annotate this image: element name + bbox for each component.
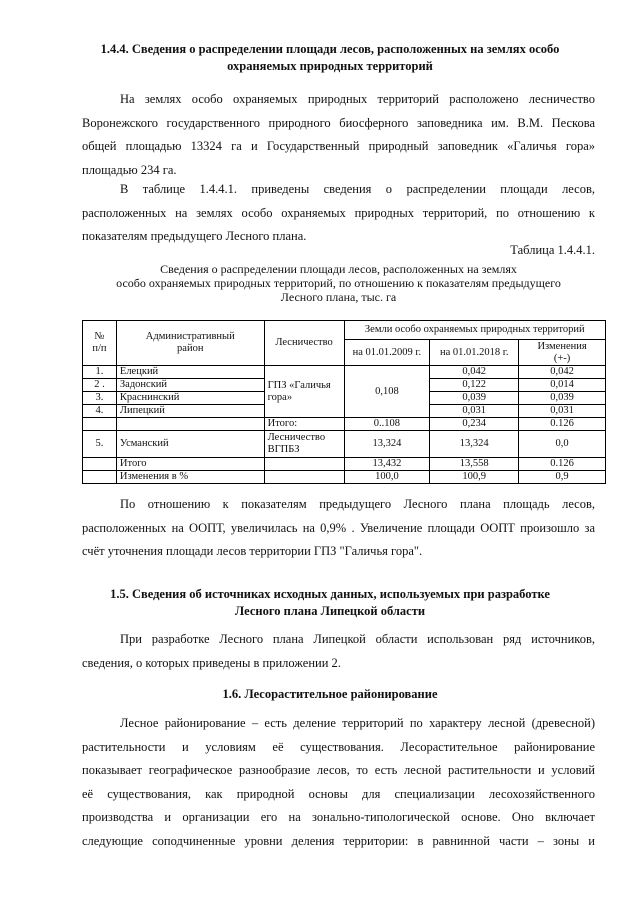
cell-2018: 100,9	[430, 471, 519, 484]
text-line: показывает географическое разнообразие лесов, то есть лесной растительности и условий	[82, 763, 595, 777]
text-line: Лесное районирование – есть деление территорий по характеру лесной (древесной)	[120, 716, 595, 730]
cell-text: гора»	[267, 391, 293, 403]
cell-2009: 100,0	[344, 471, 430, 484]
cell-2009-gpz: 0,108	[344, 366, 430, 418]
section-15-paragraph	[82, 628, 595, 675]
section-16-paragraph	[82, 712, 595, 853]
text-line: растительности и условиям её существования. Лесорастительное районирование	[82, 739, 595, 754]
cell-district: Елецкий	[116, 366, 264, 379]
section-144-paragraph-1	[82, 88, 595, 182]
text-line: её существования, как природной основы для специализации лесохозяйственного	[82, 786, 595, 801]
forest-area-table	[82, 320, 606, 484]
cell-text: ГПЗ «Галичья	[267, 379, 331, 391]
cell-empty	[83, 471, 117, 484]
header-change	[519, 340, 606, 366]
heading-line: охраняемых природных территорий	[227, 59, 433, 73]
cell-change: 0,0	[519, 431, 606, 458]
text-line: Воронежского государственного природного биосферного заповедника им. В.М. Пескова	[82, 115, 595, 130]
text-line: показателям предыдущего Лесного плана.	[82, 229, 307, 243]
text-line: расположенных на ООПТ, увеличилась на 0,9% . Увеличение площади ООПТ произошло за	[82, 520, 595, 535]
cell-district: Усманский	[116, 431, 264, 458]
header-lands-group: Земли особо охраняемых природных территорий	[344, 321, 605, 340]
table-row	[83, 431, 606, 458]
text-line: производства и организации его на зонально-типологической основе. Оно включает	[82, 810, 595, 824]
cell-subtotal-label: Итого:	[264, 418, 344, 431]
header-district	[116, 321, 264, 366]
cell-forestry	[264, 431, 344, 458]
table-number: Таблица 1.4.4.1.	[510, 243, 595, 257]
cell-empty	[83, 418, 117, 431]
cell-change: 0,014	[519, 379, 606, 392]
cell-2018: 0,122	[430, 379, 519, 392]
cell-percent-label: Изменения в %	[116, 471, 264, 484]
text-line: расположенных на землях особо охраняемых природных территорий, по отношению к	[82, 205, 595, 220]
cell-change: 0,042	[519, 366, 606, 379]
cell-empty	[264, 471, 344, 484]
cell-text: Лесничество	[267, 432, 326, 443]
cell-num: 2 .	[83, 379, 117, 392]
cell-2009: 13,324	[344, 431, 430, 458]
cell-text: ВГПБЗ	[267, 444, 300, 455]
cell-2009: 13,432	[344, 458, 430, 471]
caption-line: Сведения о распределении площади лесов, расположенных на землях	[160, 262, 517, 276]
heading-line: Лесного плана Липецкой области	[234, 604, 426, 618]
table-caption	[82, 262, 595, 304]
caption-line: Лесного плана, тыс. га	[280, 290, 397, 304]
header-2018: на 01.01.2018 г.	[430, 340, 519, 366]
cell-empty	[264, 458, 344, 471]
section-144-heading	[60, 41, 600, 75]
text-line: По отношению к показателям предыдущего Лесного плана площадь лесов,	[120, 497, 595, 511]
heading-line: 1.5. Сведения об источниках исходных данных, используемых при разработке	[110, 587, 550, 601]
section-15-heading	[60, 586, 600, 620]
cell-2009: 0..108	[344, 418, 430, 431]
cell-change: 0,039	[519, 392, 606, 405]
text-line: счёт уточнения площади лесов территории ГПЗ "Галичья гора".	[82, 544, 423, 558]
heading-line: 1.4.4. Сведения о распределении площади лесов, расположенных на землях особо	[100, 42, 560, 56]
cell-forestry-gpz	[264, 366, 344, 418]
caption-line: особо охраняемых природных территорий, по отношению к показателям предыдущего	[116, 276, 561, 290]
cell-district: Липецкий	[116, 405, 264, 418]
header-forestry: Лесничество	[264, 321, 344, 366]
cell-change: 0,9	[519, 471, 606, 484]
cell-change: 0,031	[519, 405, 606, 418]
cell-district: Краснинский	[116, 392, 264, 405]
cell-num: 1.	[83, 366, 117, 379]
text-line: На землях особо охраняемых природных территорий расположено лесничество	[120, 92, 595, 106]
total-row	[83, 458, 606, 471]
header-text: Изменения	[537, 340, 587, 352]
header-text: (+-)	[553, 352, 571, 364]
header-text: п/п	[92, 343, 107, 354]
text-line: В таблице 1.4.4.1. приведены сведения о распределении площади лесов,	[120, 182, 595, 196]
text-line: При разработке Лесного плана Липецкой области использован ряд источников,	[120, 632, 595, 646]
text-line: площадью 234 га.	[82, 162, 177, 177]
cell-district: Задонский	[116, 379, 264, 392]
cell-2018: 0,234	[430, 418, 519, 431]
text-line: следующие соподчиненные уровни деления территории: в равнинной части – зоны и	[82, 833, 595, 848]
cell-change: 0.126	[519, 458, 606, 471]
percent-row	[83, 471, 606, 484]
cell-change: 0.126	[519, 418, 606, 431]
cell-2018: 0,042	[430, 366, 519, 379]
section-144-paragraph-2	[82, 178, 595, 249]
cell-2018: 0,039	[430, 392, 519, 405]
header-2009: на 01.01.2009 г.	[344, 340, 430, 366]
cell-empty	[116, 418, 264, 431]
subtotal-row	[83, 418, 606, 431]
paragraph-after-table	[82, 493, 595, 564]
cell-2018: 13,558	[430, 458, 519, 471]
header-num	[83, 321, 117, 366]
cell-2018: 13,324	[430, 431, 519, 458]
section-16-heading: 1.6. Лесорастительное районирование	[222, 687, 438, 701]
text-line: сведения, о которых приведены в приложении 2.	[82, 655, 341, 670]
cell-num: 3.	[83, 392, 117, 405]
text-line: общей площадью 13324 га и Государственный природный заповедник «Галичья гора»	[82, 139, 595, 153]
header-text: район	[177, 343, 204, 354]
header-text: №	[94, 331, 105, 342]
cell-num: 4.	[83, 405, 117, 418]
cell-num: 5.	[83, 431, 117, 458]
table-row	[83, 366, 606, 379]
cell-total-label: Итого	[116, 458, 264, 471]
cell-2018: 0,031	[430, 405, 519, 418]
header-text: Административный	[145, 331, 235, 342]
cell-empty	[83, 458, 117, 471]
